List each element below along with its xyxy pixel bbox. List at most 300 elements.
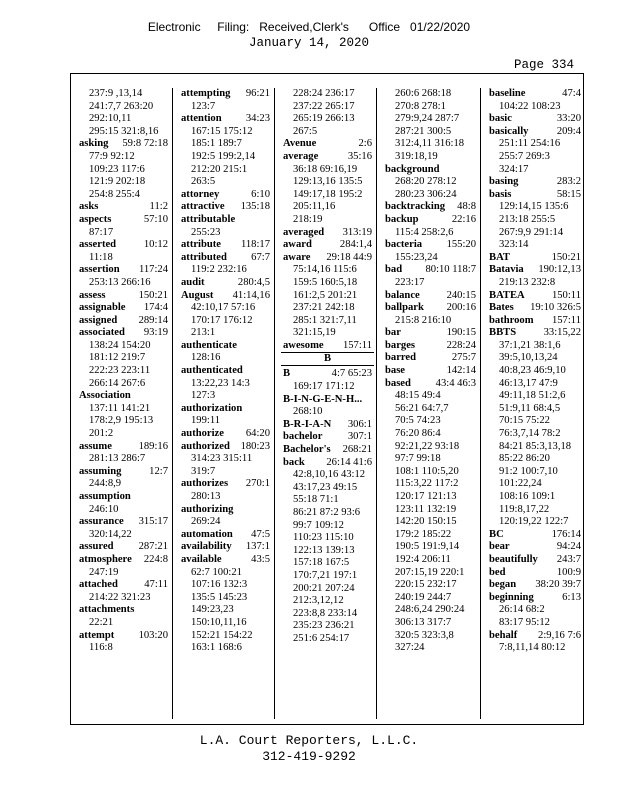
index-continuation: [181, 642, 270, 655]
index-continuation: [181, 617, 270, 630]
index-entry: [489, 315, 581, 328]
page-line-references: 215:8 216:10: [395, 314, 452, 326]
index-continuation: [385, 390, 476, 403]
page-line-references: 108:1 110:5,20: [395, 465, 459, 477]
index-continuation: [283, 494, 372, 507]
index-continuation: [283, 482, 372, 495]
page-line-references: 213:1: [191, 327, 216, 339]
page-line-references: 248:6,24 290:24: [395, 604, 465, 616]
page-line-references: 268:10: [293, 406, 323, 418]
index-continuation: [283, 507, 372, 520]
index-entry: [181, 403, 270, 416]
index-continuation: [79, 642, 168, 655]
page-line-references: 170:17 176:12: [191, 314, 253, 326]
page-line-references: 115:3,22 117:2: [395, 478, 459, 490]
index-continuation: [489, 504, 581, 517]
page-line-references: 237:21 242:18: [293, 302, 355, 314]
index-continuation: [283, 101, 372, 114]
index-continuation: [385, 227, 476, 240]
page-line-references: 70:5 74:23: [395, 415, 441, 427]
page-line-references: 96:21: [245, 88, 270, 99]
index-term: availability: [181, 541, 232, 553]
index-continuation: [385, 529, 476, 542]
index-term: base: [385, 365, 406, 377]
index-term: August: [181, 289, 214, 301]
page-line-references: 100:9: [556, 566, 581, 578]
page-line-references: 265:19 266:13: [293, 113, 355, 125]
index-entry: [489, 252, 581, 265]
index-continuation: [385, 441, 476, 454]
page-line-references: 37:1,21 38:1,6: [499, 339, 561, 351]
page-line-references: 26:14 68:2: [499, 604, 545, 616]
page-line-references: 138:24 154:20: [89, 339, 151, 351]
page-line-references: 137:1: [245, 541, 270, 553]
page-line-references: 109:23 117:6: [89, 163, 145, 175]
page-line-references: 313:19: [342, 226, 372, 238]
index-entry: [181, 554, 270, 567]
page-line-references: 320:5 323:3,8: [395, 629, 454, 641]
page-line-references: 70:15 75:22: [499, 415, 550, 427]
page-line-references: 2:6: [358, 138, 372, 150]
index-entry: [181, 189, 270, 202]
page-line-references: 321:15,19: [293, 327, 336, 339]
index-continuation: [489, 441, 581, 454]
index-continuation: [79, 567, 168, 580]
index-term: bachelor: [283, 431, 323, 443]
index-continuation: [79, 164, 168, 177]
page-line-references: 190:5 191:9,14: [395, 541, 460, 553]
index-continuation: [489, 390, 581, 403]
index-continuation: [283, 327, 372, 340]
index-continuation: [79, 352, 168, 365]
index-term: attorney: [181, 188, 220, 200]
page-line-references: 120:17 121:13: [395, 491, 457, 502]
page-line-references: 116:8: [89, 642, 113, 654]
index-continuation: [489, 617, 581, 630]
page-line-references: 135:18: [240, 201, 270, 213]
index-entry: [385, 340, 476, 353]
index-entry: [283, 227, 372, 240]
page-line-references: 255:7 269:3: [499, 150, 550, 162]
index-continuation: [489, 516, 581, 529]
index-entry: [489, 113, 581, 126]
page-line-references: 58:15: [556, 188, 581, 200]
index-continuation: [385, 579, 476, 592]
index-entry: [181, 214, 270, 227]
index-entry: [489, 126, 581, 139]
page-line-references: 246:10: [89, 503, 119, 515]
index-continuation: [181, 126, 270, 139]
page-line-references: 192:5 199:2,14: [191, 150, 256, 162]
index-continuation: [489, 239, 581, 252]
index-entry: [79, 239, 168, 252]
index-term: basic: [489, 113, 512, 125]
index-term: asks: [79, 201, 99, 213]
page-line-references: 123:7: [191, 100, 216, 112]
index-entry: [79, 541, 168, 554]
index-continuation: [181, 352, 270, 365]
index-entry: [489, 579, 581, 592]
page-line-references: 212:20 215:1: [191, 163, 248, 175]
page-line-references: 42:8,10,16 43:12: [293, 469, 366, 481]
page-line-references: 77:9 92:12: [89, 150, 135, 162]
page-line-references: 64:20: [245, 428, 270, 440]
page-line-references: 254:8 255:4: [89, 188, 140, 200]
index-continuation: [385, 504, 476, 517]
page-line-references: 268:21: [342, 444, 372, 456]
page-number: Page 334: [513, 58, 574, 72]
index-entry: [489, 302, 581, 315]
page-line-references: 189:16: [138, 440, 168, 452]
index-term: award: [283, 239, 312, 251]
page-line-references: 42:10,17 57:16: [191, 302, 256, 314]
page-line-references: 295:15 321:8,16: [89, 125, 159, 137]
page-line-references: 241:7,7 263:20: [89, 100, 154, 112]
page-line-references: 159:5 160:5,18: [293, 276, 358, 288]
page-line-references: 314:23 315:11: [191, 453, 253, 465]
page-line-references: 122:13 139:13: [293, 544, 355, 556]
index-term: B-R-I-A-N: [283, 418, 332, 430]
index-term: available: [181, 553, 222, 565]
index-entry: [385, 378, 476, 391]
index-entry: [181, 529, 270, 542]
index-term: authorization: [181, 402, 243, 414]
page-line-references: 253:13 266:16: [89, 276, 151, 288]
index-term: basically: [489, 125, 529, 137]
page-line-references: 135:5 145:23: [191, 591, 248, 603]
index-term: attachments: [79, 604, 135, 616]
index-column-3: [275, 88, 377, 719]
index-term: bad: [385, 264, 403, 276]
page-line-references: 190:15: [446, 327, 476, 339]
page-line-references: 251:11 254:16: [499, 138, 561, 150]
index-term: began: [489, 579, 517, 591]
index-term: Avenue: [283, 138, 317, 150]
index-entry: [79, 201, 168, 214]
index-term: assess: [79, 289, 106, 301]
page-line-references: 207:15,19 220:1: [395, 566, 465, 578]
index-continuation: [181, 264, 270, 277]
index-entry: [79, 579, 168, 592]
filing-stamp: Electronic Filing: Received,Clerk's Office 01/22/2020: [147, 20, 471, 34]
index-term: barred: [385, 352, 416, 364]
index-entry: [181, 201, 270, 214]
index-entry: [79, 138, 168, 151]
page-line-references: 51:9,11 68:4,5: [499, 402, 561, 414]
page-line-references: 110:23 115:10: [293, 532, 354, 544]
index-entry: [385, 327, 476, 340]
index-continuation: [283, 381, 372, 394]
page-line-references: 11:2: [149, 201, 168, 213]
index-entry: [489, 630, 581, 643]
index-continuation: [385, 415, 476, 428]
index-continuation: [489, 466, 581, 479]
index-continuation: [489, 214, 581, 227]
page-line-references: 150:21: [551, 251, 581, 263]
index-continuation: [283, 406, 372, 419]
page-line-references: 94:24: [556, 541, 581, 553]
index-entry: [181, 365, 270, 378]
index-continuation: [385, 126, 476, 139]
page-line-references: 218:19: [293, 213, 323, 225]
index-column-5: [481, 88, 585, 719]
index-term: behalf: [489, 629, 518, 641]
index-continuation: [181, 227, 270, 240]
page-line-references: 209:4: [556, 125, 581, 137]
index-continuation: [385, 176, 476, 189]
index-entry: [385, 214, 476, 227]
page-line-references: 157:18 167:5: [293, 557, 350, 569]
index-continuation: [385, 617, 476, 630]
index-term: attempting: [181, 88, 231, 99]
page-line-references: 200:21 207:24: [293, 582, 355, 594]
page-line-references: 155:23,24: [395, 251, 438, 263]
index-entry: [181, 239, 270, 252]
page-line-references: 228:24 236:17: [293, 88, 355, 99]
page-line-references: 6:10: [251, 188, 270, 200]
index-continuation: [181, 327, 270, 340]
index-term: attributed: [181, 251, 227, 263]
index-continuation: [79, 504, 168, 517]
index-continuation: [181, 453, 270, 466]
index-continuation: [283, 532, 372, 545]
index-entry: [283, 138, 372, 151]
index-continuation: [283, 620, 372, 633]
index-continuation: [79, 378, 168, 391]
page-line-references: 46:13,17 47:9: [499, 377, 558, 389]
index-continuation: [181, 491, 270, 504]
index-term: assumption: [79, 491, 131, 502]
index-entry: [79, 264, 168, 277]
index-term: authorizing: [181, 503, 234, 515]
index-continuation: [385, 138, 476, 151]
page-line-references: 307:1: [347, 431, 372, 443]
index-term: attractive: [181, 201, 225, 213]
index-continuation: [385, 403, 476, 416]
index-continuation: [79, 101, 168, 114]
index-continuation: [489, 151, 581, 164]
page-line-references: 99:7 109:12: [293, 519, 344, 531]
page-line-references: 19:10 326:5: [530, 302, 581, 314]
index-continuation: [283, 290, 372, 303]
index-continuation: [181, 630, 270, 643]
index-term: asking: [79, 138, 109, 150]
page-line-references: 10:12: [143, 239, 168, 251]
index-entry: [385, 290, 476, 303]
index-continuation: [181, 315, 270, 328]
page-line-references: 108:16 109:1: [499, 491, 556, 502]
section-letter-heading: B: [281, 352, 374, 366]
index-entry: [79, 315, 168, 328]
index-continuation: [79, 403, 168, 416]
index-continuation: [489, 453, 581, 466]
index-continuation: [385, 252, 476, 265]
index-term: backup: [385, 213, 419, 225]
page-line-references: 180:23: [240, 440, 270, 452]
index-continuation: [181, 466, 270, 479]
index-continuation: [489, 277, 581, 290]
page-line-references: 223:17: [395, 276, 425, 288]
index-continuation: [385, 630, 476, 643]
page-line-references: 152:21 154:22: [191, 629, 253, 641]
index-term: assuming: [79, 465, 122, 477]
index-term: averaged: [283, 226, 325, 238]
page-line-references: 119:2 232:16: [191, 264, 247, 276]
index-continuation: [283, 315, 372, 328]
page-line-references: 200:16: [446, 302, 476, 314]
index-term: aspects: [79, 213, 112, 225]
page-line-references: 214:22 321:23: [89, 591, 151, 603]
page-line-references: 150:10,11,16: [191, 616, 247, 628]
index-term: atmosphere: [79, 553, 132, 565]
page-line-references: 315:17: [138, 516, 168, 528]
index-continuation: [79, 453, 168, 466]
page-line-references: 115:4 258:2,6: [395, 226, 454, 238]
page-line-references: 4:7 65:23: [331, 368, 372, 380]
index-continuation: [79, 151, 168, 164]
page-line-references: 12:7: [149, 465, 168, 477]
footer-phone: 312-419-9292: [262, 749, 356, 764]
index-entry: [181, 504, 270, 517]
index-term: assigned: [79, 314, 118, 326]
index-continuation: [385, 315, 476, 328]
page-line-references: 47:5: [251, 528, 270, 540]
page-line-references: 285:1 321:7,11: [293, 314, 357, 326]
page-line-references: 287:21: [138, 541, 168, 553]
index-term: Batavia: [489, 264, 524, 276]
page-line-references: 41:14,16: [232, 289, 270, 301]
index-continuation: [489, 340, 581, 353]
page-line-references: 185:1 189:7: [191, 138, 242, 150]
index-continuation: [489, 428, 581, 441]
page-line-references: 40:8,23 46:9,10: [499, 365, 566, 377]
page-line-references: 67:7: [251, 251, 270, 263]
index-entry: [489, 554, 581, 567]
index-entry: [79, 327, 168, 340]
page-line-references: 324:17: [499, 163, 529, 175]
page-line-references: 39:5,10,13,24: [499, 352, 558, 364]
index-entry: [283, 151, 372, 164]
index-continuation: [283, 583, 372, 596]
index-entry: [79, 554, 168, 567]
index-entry: [181, 277, 270, 290]
index-entry: [489, 567, 581, 580]
page-line-references: 306:1: [347, 418, 372, 430]
page-line-references: 142:20 150:15: [395, 516, 457, 528]
index-term: authenticated: [181, 365, 243, 377]
page-line-references: 121:9 202:18: [89, 176, 146, 188]
page-line-references: 118:17: [240, 239, 270, 251]
page-line-references: 190:12,13: [538, 264, 581, 276]
page-line-references: 219:13 232:8: [499, 276, 556, 288]
index-continuation: [489, 491, 581, 504]
page-line-references: 123:11 132:19: [395, 503, 457, 515]
index-term: BAT: [489, 251, 510, 263]
index-continuation: [283, 264, 372, 277]
index-continuation: [283, 214, 372, 227]
index-continuation: [283, 545, 372, 558]
index-term: balance: [385, 289, 420, 301]
index-continuation: [79, 88, 168, 101]
page-line-references: 13:22,23 14:3: [191, 377, 250, 389]
index-continuation: [283, 608, 372, 621]
index-term: BC: [489, 528, 504, 540]
index-continuation: [385, 277, 476, 290]
page-line-references: 279:9,24 287:7: [395, 113, 460, 125]
page-line-references: 2:9,16 7:6: [538, 629, 581, 641]
page-line-references: 59:8 72:18: [122, 138, 168, 150]
index-continuation: [79, 415, 168, 428]
index-term: attempt: [79, 629, 115, 641]
index-continuation: [489, 415, 581, 428]
index-continuation: [283, 302, 372, 315]
page-line-references: 192:4 206:11: [395, 553, 451, 565]
index-continuation: [283, 277, 372, 290]
index-term: assurance: [79, 516, 124, 528]
page-line-references: 35:16: [347, 150, 372, 162]
index-continuation: [489, 642, 581, 655]
index-term: assured: [79, 541, 114, 553]
page-line-references: 319:7: [191, 465, 216, 477]
index-continuation: [385, 516, 476, 529]
page-line-references: 281:13 286:7: [89, 453, 146, 465]
page-line-references: 323:14: [499, 239, 529, 251]
index-term: assignable: [79, 302, 126, 314]
index-continuation: [181, 151, 270, 164]
page-line-references: 266:14 267:6: [89, 377, 146, 389]
index-continuation: [79, 277, 168, 290]
index-entry: [385, 239, 476, 252]
index-term: asserted: [79, 239, 117, 251]
index-term: assume: [79, 440, 112, 452]
page-line-references: 6:13: [562, 591, 581, 603]
index-entry: [283, 239, 372, 252]
index-term: authorize: [181, 428, 224, 440]
page-line-references: 240:19 244:7: [395, 591, 452, 603]
page-line-references: 283:2: [556, 176, 581, 188]
page-line-references: 223:8,8 233:14: [293, 607, 358, 619]
index-continuation: [79, 113, 168, 126]
index-entry: [489, 88, 581, 101]
index-entry: [283, 252, 372, 265]
index-entry: [385, 201, 476, 214]
index-continuation: [489, 101, 581, 114]
index-continuation: [181, 101, 270, 114]
index-continuation: [385, 88, 476, 101]
index-term: automation: [181, 528, 233, 540]
page-line-references: 149:23,23: [191, 604, 234, 616]
index-entry: [181, 428, 270, 441]
page-line-references: 212:3,12,12: [293, 595, 344, 607]
page-line-references: 55:18 71:1: [293, 494, 339, 506]
page-line-references: 319:18,19: [395, 150, 438, 162]
index-entry: [283, 368, 372, 381]
page-line-references: 85:22 86:20: [499, 453, 550, 465]
index-term: authenticate: [181, 339, 237, 351]
index-continuation: [79, 365, 168, 378]
index-continuation: [181, 164, 270, 177]
index-entry: [181, 541, 270, 554]
page-line-references: 129:13,16 135:5: [293, 176, 363, 188]
index-entry: [79, 604, 168, 617]
index-entry: [489, 541, 581, 554]
page-line-references: 280:23 306:24: [395, 188, 457, 200]
index-term: Bates: [489, 302, 514, 314]
page-line-references: 179:2 185:22: [395, 528, 452, 540]
page-line-references: 129:14,15 135:6: [499, 201, 569, 213]
page-line-references: 263:5: [191, 176, 216, 188]
index-continuation: [385, 592, 476, 605]
